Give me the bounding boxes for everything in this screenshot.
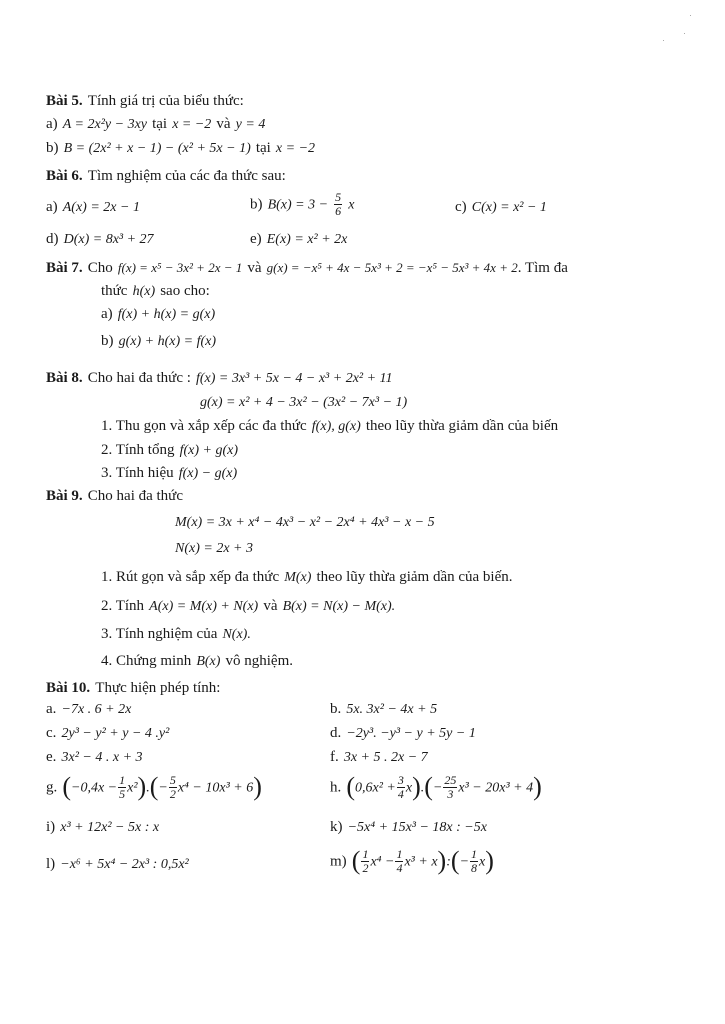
label: d) [46, 231, 59, 247]
bai10-d [330, 724, 476, 741]
bai6-title: Bài 6. [46, 168, 83, 184]
bai10-k [330, 818, 487, 835]
denominator: 2 [362, 860, 369, 875]
numerator: 1 [119, 773, 126, 787]
label: g. [46, 779, 58, 796]
bai10-c [46, 724, 169, 741]
denominator: 6 [335, 203, 342, 218]
bai8-instruction: Cho hai đa thức : [87, 370, 191, 386]
text: 4. Chứng minh [101, 653, 192, 669]
label: b) [46, 140, 59, 156]
label: l) [46, 856, 56, 872]
expression: x³ + 12x² − 5x : x [60, 820, 160, 835]
text: 3. Tính hiệu [101, 465, 174, 481]
fraction [443, 774, 457, 800]
bai8-g [200, 393, 407, 410]
expression: f(x) = x⁵ − 3x² + 2x − 1 [117, 260, 243, 275]
word: và [216, 116, 231, 132]
condition: x = −2 [275, 141, 316, 156]
expression: 5x. 3x² − 4x + 5 [346, 702, 438, 717]
fraction [397, 774, 405, 800]
numerator: 3 [397, 773, 404, 787]
bai10-b [330, 700, 437, 717]
bai9-heading [46, 487, 183, 504]
bai9-instruction: Cho hai đa thức [87, 488, 183, 504]
operator: . [420, 780, 425, 796]
expression: x² [127, 780, 138, 796]
bai6-d [46, 230, 154, 247]
word: Cho [87, 260, 113, 276]
word: và [247, 260, 262, 276]
expression: x³ − 20x³ + 4 [458, 780, 534, 796]
label: f. [330, 749, 339, 765]
expression: − [459, 854, 470, 870]
scan-speck [663, 40, 664, 41]
denominator: 4 [396, 860, 403, 875]
label: b. [330, 701, 342, 717]
paren-open: ( [62, 772, 72, 802]
paren-open: ( [351, 846, 361, 876]
expression: A = 2x²y − 3xy [62, 117, 147, 132]
bai8-q2 [101, 441, 238, 458]
denominator: 2 [169, 786, 176, 801]
expression: h(x) [132, 284, 156, 299]
bai5-a [46, 115, 265, 132]
fraction [361, 848, 369, 874]
expression: x [405, 780, 413, 796]
scan-speck [690, 15, 691, 16]
bai6-heading [46, 167, 286, 184]
expression: M(x) = 3x + x⁴ − 4x³ − x² − 2x⁴ + 4x³ − x − 5 [175, 515, 435, 530]
bai8-q3 [101, 464, 237, 481]
condition: y = 4 [235, 117, 266, 132]
bai9-M [175, 513, 435, 530]
bai10-title: Bài 10. [46, 680, 91, 696]
label: b) [250, 196, 263, 213]
word: thức [101, 283, 128, 299]
bai7-line2 [101, 282, 210, 299]
label: b) [101, 333, 114, 349]
expression: M(x) [284, 570, 312, 585]
fraction [118, 774, 126, 800]
bai7-a [101, 305, 215, 322]
label: c) [455, 199, 467, 215]
expression: A(x) = M(x) + N(x) [149, 599, 259, 614]
expression: E(x) = x² + 2x [266, 232, 348, 247]
text: 2. Tính [101, 598, 145, 614]
numerator: 1 [396, 847, 403, 861]
paren-close: ) [437, 846, 447, 876]
expression: f(x), g(x) [311, 419, 361, 434]
expression: N(x). [222, 627, 251, 642]
fraction [169, 774, 177, 800]
expression: 3x + 5 . 2x − 7 [343, 750, 428, 765]
numerator: 25 [444, 773, 457, 787]
label: e. [46, 749, 57, 765]
expression: − [432, 780, 443, 796]
bai6-instruction: Tìm nghiệm của các đa thức sau: [87, 168, 286, 184]
text: 3. Tính nghiệm của [101, 626, 218, 642]
text: theo lũy thừa giảm dần của biến. [316, 569, 513, 585]
expression: −5x⁴ + 15x³ − 18x : −5x [347, 820, 487, 835]
bai9-q1 [101, 568, 513, 585]
expression: B(x) = N(x) − M(x). [282, 599, 396, 614]
label: a) [46, 199, 58, 215]
bai7-line1 [46, 259, 568, 276]
bai9-title: Bài 9. [46, 488, 83, 504]
bai10-m [330, 848, 494, 874]
denominator: 8 [471, 860, 478, 875]
expression: f(x) + g(x) [179, 443, 238, 458]
bai10-e [46, 748, 143, 765]
text: theo lũy thừa giảm dần của biến [365, 418, 559, 434]
bai5-title: Bài 5. [46, 93, 83, 109]
fraction [334, 191, 342, 217]
expression: −x⁶ + 5x⁴ − 2x³ : 0,5x² [60, 857, 189, 872]
expression: D(x) = 8x³ + 27 [63, 232, 154, 247]
fraction [470, 848, 478, 874]
expression: x [479, 854, 486, 870]
label: d. [330, 725, 342, 741]
denominator: 3 [447, 786, 454, 801]
text: 1. Thu gọn và xắp xếp các đa thức [101, 418, 307, 434]
expression: g(x) = x² + 4 − 3x² − (3x² − 7x³ − 1) [200, 395, 408, 410]
bai6-e [250, 230, 347, 247]
label: a) [101, 306, 113, 322]
expression: B(x) [196, 654, 221, 669]
word: sao cho: [160, 283, 210, 299]
text: vô nghiệm. [225, 653, 294, 669]
numerator: 1 [471, 847, 478, 861]
bai6-a [46, 198, 140, 215]
label: k) [330, 819, 343, 835]
paren-close: ) [253, 772, 262, 802]
bai8-title: Bài 8. [46, 370, 83, 386]
text: 1. Rút gọn và sắp xếp đa thức [101, 569, 280, 585]
label: h. [330, 779, 342, 796]
bai9-q2 [101, 597, 395, 614]
operator: : [446, 854, 451, 870]
denominator: 4 [397, 786, 404, 801]
paren-open: ( [149, 772, 159, 802]
paren-open: ( [424, 772, 433, 802]
word: . Tìm đa [517, 260, 568, 276]
bai10-instruction: Thực hiện phép tính: [95, 680, 221, 696]
expression: f(x) − g(x) [178, 466, 238, 481]
label: e) [250, 231, 262, 247]
bai7-title: Bài 7. [46, 260, 83, 276]
expression: −2y³. −y³ − y + 5y − 1 [346, 726, 476, 741]
expression: 3x² − 4 . x + 3 [61, 750, 143, 765]
bai10-heading [46, 679, 220, 696]
paren-open: ( [450, 846, 460, 876]
bai5-heading [46, 92, 244, 109]
expression: 0,6x² + [355, 780, 396, 796]
word: tại [152, 116, 168, 132]
paren-close: ) [533, 772, 542, 802]
bai10-a [46, 700, 131, 717]
expression: 2y³ − y² + y − 4 .y² [61, 726, 170, 741]
scan-speck [684, 33, 685, 34]
expression: B = (2x² + x − 1) − (x² + 5x − 1) [63, 141, 251, 156]
bai8-q1 [101, 417, 558, 434]
bai9-q3 [101, 625, 251, 642]
bai7-b [101, 332, 216, 349]
bai10-f [330, 748, 428, 765]
bai9-N [175, 539, 253, 556]
expression: −0,4x − [71, 780, 118, 796]
paren-open: ( [346, 772, 356, 802]
numerator: 1 [362, 847, 369, 861]
bai10-l [46, 855, 189, 872]
text: 2. Tính tổng [101, 442, 175, 458]
expression: f(x) + h(x) = g(x) [117, 307, 216, 322]
expression: f(x) = 3x³ + 5x − 4 − x³ + 2x² + 11 [196, 371, 393, 386]
denominator: 5 [119, 786, 126, 801]
expression: C(x) = x² − 1 [471, 200, 547, 215]
expression: x³ + x [404, 854, 438, 870]
label: m) [330, 853, 347, 870]
expression: − [158, 780, 168, 796]
expression: x [348, 197, 355, 213]
bai10-g [46, 774, 262, 800]
expression: g(x) = −x⁵ + 4x − 5x³ + 2 = −x⁵ − 5x³ + 4x + 2 [266, 260, 518, 275]
condition: x = −2 [172, 117, 212, 132]
expression: −7x . 6 + 2x [61, 702, 132, 717]
bai5-instruction: Tính giá trị của biểu thức: [87, 93, 244, 109]
label: i) [46, 819, 56, 835]
expression: g(x) + h(x) = f(x) [118, 334, 216, 349]
numerator: 5 [169, 773, 176, 787]
bai5-b [46, 139, 315, 156]
label: a) [46, 116, 58, 132]
label: a. [46, 701, 57, 717]
bai6-b [250, 191, 354, 217]
numerator: 5 [335, 190, 342, 204]
operator: . [146, 780, 150, 796]
paren-close: ) [137, 772, 147, 802]
expression: B(x) = 3 − [267, 197, 329, 213]
expression: N(x) = 2x + 3 [175, 541, 253, 556]
bai10-h [330, 774, 542, 800]
fraction [395, 848, 403, 874]
paren-close: ) [485, 846, 494, 876]
word: tại [255, 140, 271, 156]
expression: x⁴ − [370, 854, 395, 870]
expression: x⁴ − 10x³ + 6 [177, 780, 254, 796]
bai10-i [46, 818, 159, 835]
bai8-heading [46, 369, 393, 386]
paren-close: ) [412, 772, 421, 802]
expression: A(x) = 2x − 1 [62, 200, 140, 215]
bai6-c [455, 198, 547, 215]
label: c. [46, 725, 57, 741]
text: và [263, 598, 278, 614]
bai9-q4 [101, 652, 293, 669]
